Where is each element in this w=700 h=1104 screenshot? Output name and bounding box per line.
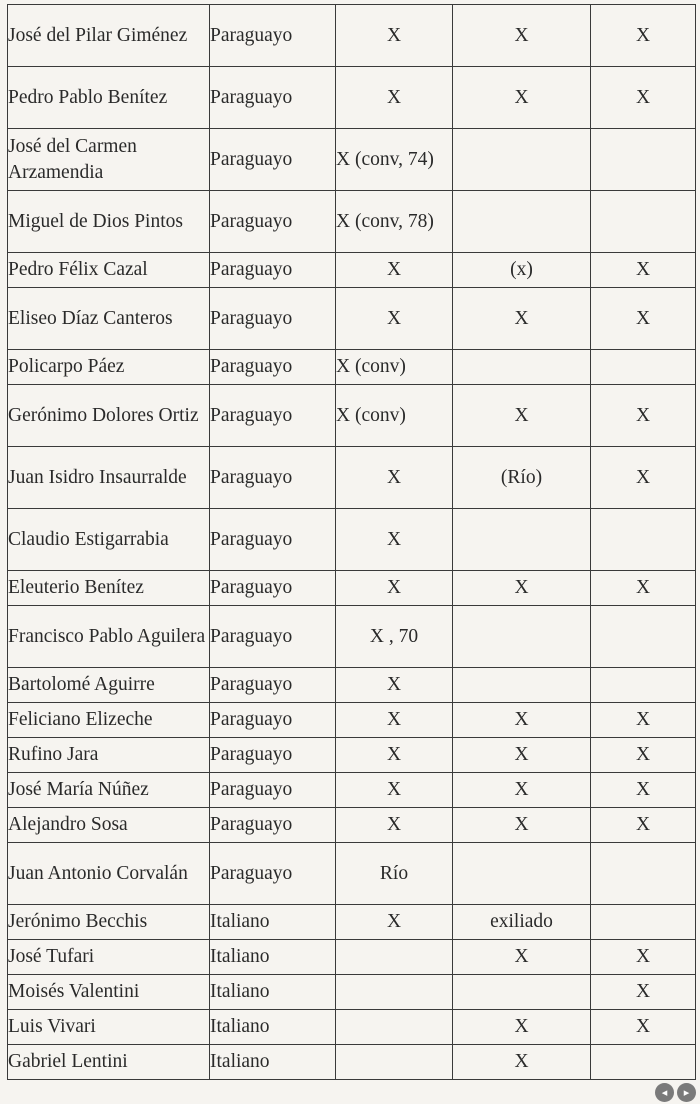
column-2-cell xyxy=(453,350,591,385)
column-3-cell: X xyxy=(591,940,696,975)
nationality-cell: Paraguayo xyxy=(210,773,336,808)
column-2-cell: X xyxy=(453,1045,591,1080)
column-1-cell: X xyxy=(336,288,453,350)
name-cell: Rufino Jara xyxy=(8,738,210,773)
column-1-cell: X xyxy=(336,67,453,129)
column-2-cell xyxy=(453,129,591,191)
table-row xyxy=(8,703,696,738)
name-cell: Moisés Valentini xyxy=(8,975,210,1010)
column-2-cell: X xyxy=(453,385,591,447)
column-2-cell xyxy=(453,975,591,1010)
column-3-cell: X xyxy=(591,975,696,1010)
table-row xyxy=(8,668,696,703)
column-1-cell: X xyxy=(336,571,453,606)
column-1-cell: X xyxy=(336,905,453,940)
nationality-cell: Italiano xyxy=(210,975,336,1010)
column-2-cell xyxy=(453,509,591,571)
column-1-cell: X xyxy=(336,253,453,288)
column-3-cell xyxy=(591,191,696,253)
column-1-cell: X xyxy=(336,773,453,808)
table-row xyxy=(8,129,696,191)
column-2-cell: (Río) xyxy=(453,447,591,509)
nationality-cell: Paraguayo xyxy=(210,571,336,606)
nationality-cell: Italiano xyxy=(210,940,336,975)
column-3-cell xyxy=(591,129,696,191)
column-3-cell: X xyxy=(591,1010,696,1045)
name-cell: Pedro Pablo Benítez xyxy=(8,67,210,129)
column-1-cell: X , 70 xyxy=(336,606,453,668)
table-row xyxy=(8,571,696,606)
nationality-cell: Paraguayo xyxy=(210,129,336,191)
nationality-cell: Italiano xyxy=(210,1045,336,1080)
table-row xyxy=(8,738,696,773)
name-cell: José María Núñez xyxy=(8,773,210,808)
nationality-cell: Paraguayo xyxy=(210,606,336,668)
column-2-cell: exiliado xyxy=(453,905,591,940)
column-1-cell: X xyxy=(336,808,453,843)
column-1-cell: X (conv) xyxy=(336,385,453,447)
name-cell: Alejandro Sosa xyxy=(8,808,210,843)
table-row xyxy=(8,773,696,808)
column-1-cell: X xyxy=(336,447,453,509)
name-cell: Feliciano Elizeche xyxy=(8,703,210,738)
table-row xyxy=(8,385,696,447)
nationality-cell: Paraguayo xyxy=(210,808,336,843)
column-2-cell xyxy=(453,843,591,905)
column-2-cell xyxy=(453,191,591,253)
table-row xyxy=(8,1045,696,1080)
name-cell: Miguel de Dios Pintos xyxy=(8,191,210,253)
column-3-cell: X xyxy=(591,253,696,288)
table-row xyxy=(8,509,696,571)
name-cell: Jerónimo Becchis xyxy=(8,905,210,940)
table-row xyxy=(8,808,696,843)
nationality-cell: Paraguayo xyxy=(210,385,336,447)
column-3-cell: X xyxy=(591,447,696,509)
name-cell: Gabriel Lentini xyxy=(8,1045,210,1080)
column-1-cell: X (conv, 78) xyxy=(336,191,453,253)
roster-body xyxy=(8,5,696,1080)
column-2-cell: X xyxy=(453,808,591,843)
column-2-cell: X xyxy=(453,703,591,738)
column-3-cell: X xyxy=(591,738,696,773)
column-1-cell xyxy=(336,1010,453,1045)
page-nav-icons xyxy=(655,1083,696,1102)
nationality-cell: Italiano xyxy=(210,1010,336,1045)
nationality-cell: Paraguayo xyxy=(210,253,336,288)
table-row xyxy=(8,447,696,509)
table-row xyxy=(8,606,696,668)
table-row xyxy=(8,253,696,288)
column-1-cell: X (conv, 74) xyxy=(336,129,453,191)
name-cell: Policarpo Páez xyxy=(8,350,210,385)
column-3-cell xyxy=(591,843,696,905)
column-2-cell: X xyxy=(453,773,591,808)
nationality-cell: Paraguayo xyxy=(210,350,336,385)
roster-table xyxy=(7,4,696,1080)
column-3-cell xyxy=(591,905,696,940)
table-row xyxy=(8,905,696,940)
table-row xyxy=(8,975,696,1010)
column-2-cell: X xyxy=(453,940,591,975)
column-3-cell: X xyxy=(591,773,696,808)
nationality-cell: Paraguayo xyxy=(210,668,336,703)
column-3-cell xyxy=(591,606,696,668)
name-cell: José Tufari xyxy=(8,940,210,975)
nationality-cell: Paraguayo xyxy=(210,191,336,253)
name-cell: Pedro Félix Cazal xyxy=(8,253,210,288)
column-2-cell xyxy=(453,668,591,703)
nationality-cell: Paraguayo xyxy=(210,509,336,571)
column-3-cell: X xyxy=(591,385,696,447)
table-row xyxy=(8,5,696,67)
table-row xyxy=(8,288,696,350)
column-3-cell xyxy=(591,509,696,571)
table-row xyxy=(8,843,696,905)
name-cell: Claudio Estigarrabia xyxy=(8,509,210,571)
table-row xyxy=(8,1010,696,1045)
name-cell: Eliseo Díaz Canteros xyxy=(8,288,210,350)
name-cell: Francisco Pablo Aguilera xyxy=(8,606,210,668)
nationality-cell: Paraguayo xyxy=(210,5,336,67)
column-1-cell: X xyxy=(336,509,453,571)
name-cell: José del Carmen Arzamendia xyxy=(8,129,210,191)
column-3-cell xyxy=(591,668,696,703)
column-1-cell: X xyxy=(336,668,453,703)
back-icon[interactable]: ◂ xyxy=(655,1083,674,1102)
name-cell: Gerónimo Dolores Ortiz xyxy=(8,385,210,447)
table-row xyxy=(8,940,696,975)
column-3-cell: X xyxy=(591,288,696,350)
column-3-cell: X xyxy=(591,703,696,738)
column-1-cell xyxy=(336,940,453,975)
table-row xyxy=(8,67,696,129)
column-3-cell: X xyxy=(591,808,696,843)
column-2-cell: (x) xyxy=(453,253,591,288)
name-cell: Luis Vivari xyxy=(8,1010,210,1045)
column-2-cell: X xyxy=(453,67,591,129)
column-1-cell: X (conv) xyxy=(336,350,453,385)
name-cell: Bartolomé Aguirre xyxy=(8,668,210,703)
forward-icon[interactable]: ▸ xyxy=(677,1083,696,1102)
table-row xyxy=(8,191,696,253)
nationality-cell: Paraguayo xyxy=(210,447,336,509)
column-1-cell: X xyxy=(336,703,453,738)
column-2-cell: X xyxy=(453,288,591,350)
name-cell: Eleuterio Benítez xyxy=(8,571,210,606)
column-3-cell: X xyxy=(591,5,696,67)
nationality-cell: Paraguayo xyxy=(210,703,336,738)
name-cell: Juan Antonio Corvalán xyxy=(8,843,210,905)
column-1-cell: Río xyxy=(336,843,453,905)
nationality-cell: Italiano xyxy=(210,905,336,940)
column-2-cell: X xyxy=(453,5,591,67)
column-2-cell: X xyxy=(453,1010,591,1045)
column-2-cell: X xyxy=(453,571,591,606)
column-3-cell xyxy=(591,1045,696,1080)
nationality-cell: Paraguayo xyxy=(210,67,336,129)
column-3-cell: X xyxy=(591,67,696,129)
column-1-cell: X xyxy=(336,5,453,67)
nationality-cell: Paraguayo xyxy=(210,288,336,350)
column-2-cell: X xyxy=(453,738,591,773)
column-2-cell xyxy=(453,606,591,668)
name-cell: José del Pilar Giménez xyxy=(8,5,210,67)
column-1-cell xyxy=(336,975,453,1010)
column-3-cell: X xyxy=(591,571,696,606)
nationality-cell: Paraguayo xyxy=(210,738,336,773)
column-1-cell xyxy=(336,1045,453,1080)
column-3-cell xyxy=(591,350,696,385)
name-cell: Juan Isidro Insaurralde xyxy=(8,447,210,509)
table-row xyxy=(8,350,696,385)
column-1-cell: X xyxy=(336,738,453,773)
nationality-cell: Paraguayo xyxy=(210,843,336,905)
